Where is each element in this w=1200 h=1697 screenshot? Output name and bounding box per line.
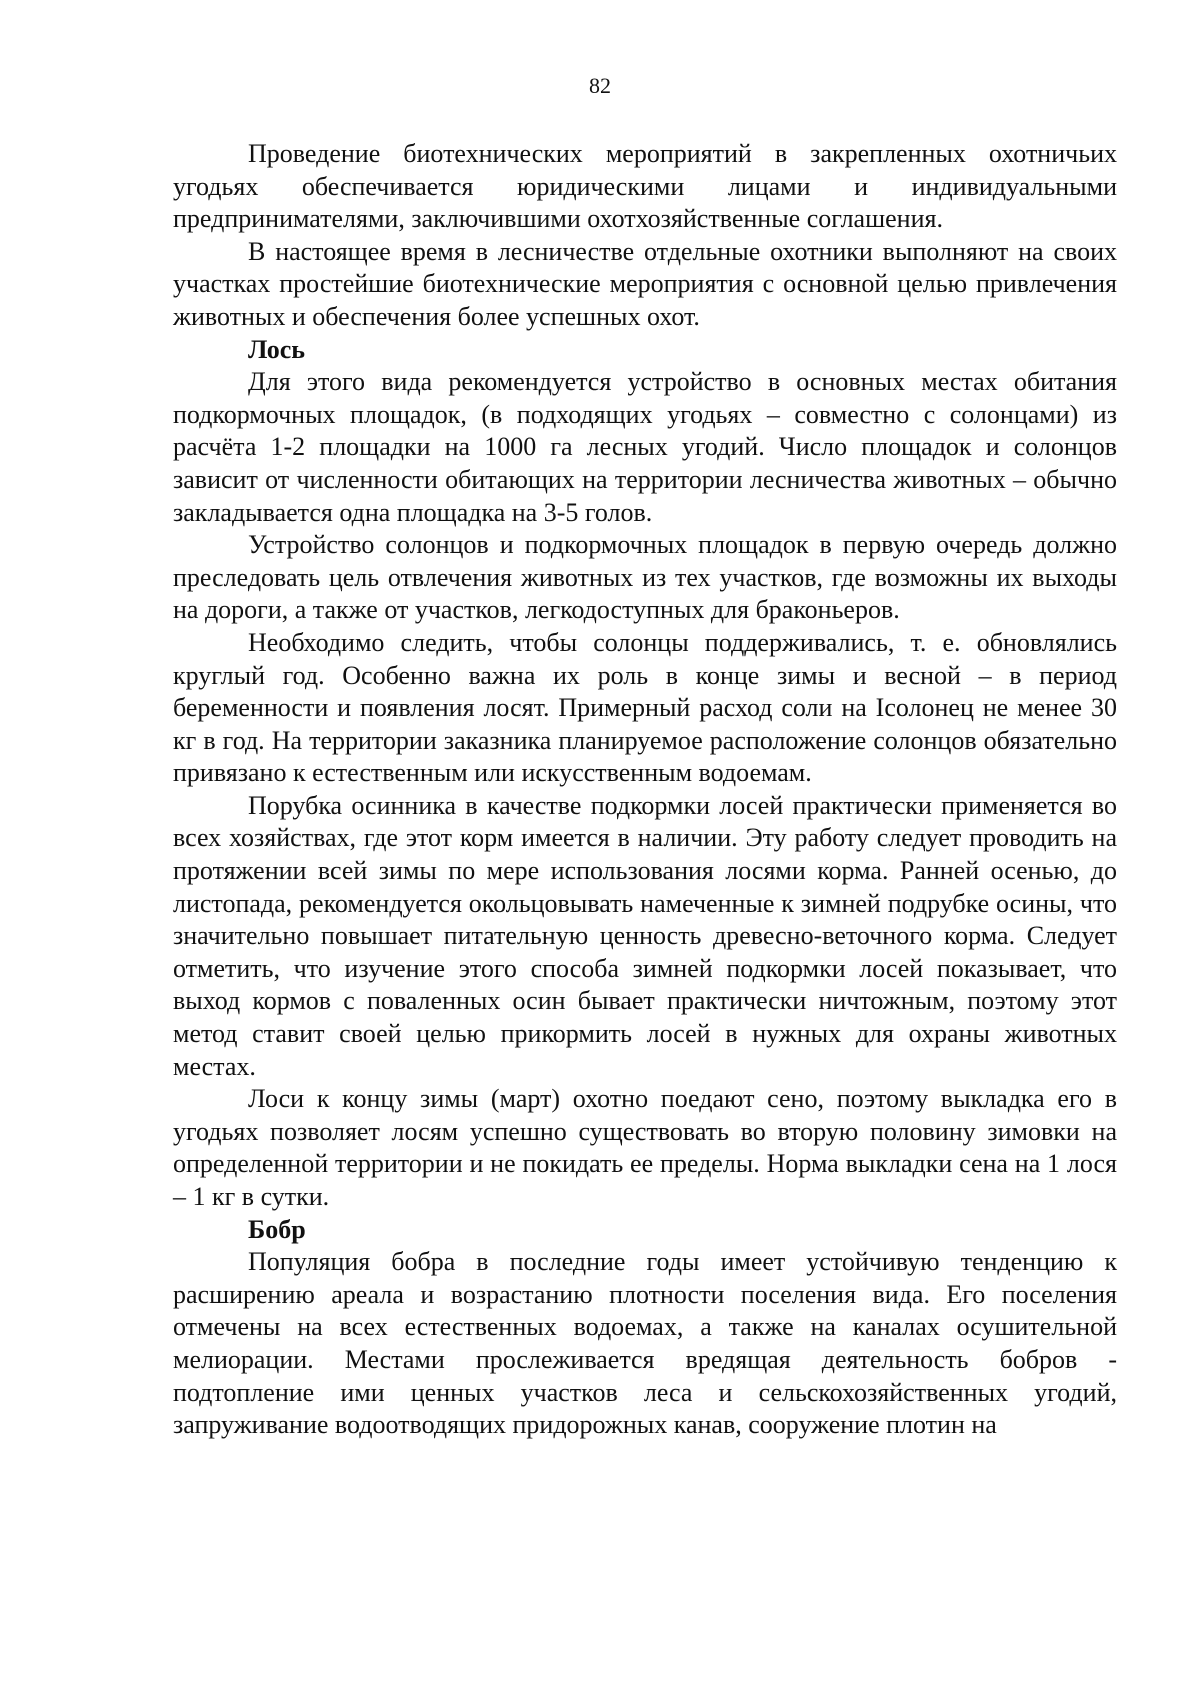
- section-heading-beaver: Бобр: [248, 1214, 306, 1244]
- paragraph-hay-feeding: Лоси к концу зимы (март) охотно поедают сено, поэтому выкладка его в угодьях позволяет лосям успешно существовать во вторую половину зимовки на определенной территории и не покидать ее пределы. Норма выкладки сена на 1 лося – 1 кг в сутки.: [173, 1084, 1117, 1211]
- paragraph-biotech-intro: Проведение биотехнических мероприятий в закрепленных охотничьих угодьях обеспечивается юридическими лицами и индивидуальными предпринимателями, заключившими охотхозяйственные соглашения.: [173, 139, 1117, 234]
- paragraph-salt-licks-purpose: Устройство солонцов и подкормочных площадок в первую очередь должно преследовать цель отвлечения животных из тех участков, где возможны их выходы на дороги, а также от участков, легкодоступных для браконьеров.: [173, 530, 1117, 625]
- paragraph-aspen-cutting: Порубка осинника в качестве подкормки лосей практически применяется во всех хозяйствах, где этот корм имеется в наличии. Эту работу следует проводить на протяжении всей зимы по мере использования лосями корма. Ранней осенью, до листопада, рекомендуется окольцовывать намеченные к зимней подрубке осины, что значительно повышает питательную ценность древесно-веточного корма. Следует отметить, что изучение этого способа зимней подкормки лосей показывает, что выход кормов с поваленных осин бывает практически ничтожным, поэтому этот метод ставит своей целью прикормить лосей в нужных для охраны животных местах.: [173, 790, 1117, 1081]
- paragraph-hunters-current: В настоящее время в лесничестве отдельные охотники выполняют на своих участках простейшие биотехнические мероприятия с основной целью привлечения животных и обеспечения более успешных охот.: [173, 236, 1117, 331]
- paragraph-beaver-population: Популяция бобра в последние годы имеет устойчивую тенденцию к расширению ареала и возрастанию плотности поселения вида. Его поселения отмечены на всех естественных водоемах, а также на каналах осушительной мелиорации. Местами прослеживается вредящая деятельность бобров - подтопление ими ценных участков леса и сельскохозяйственных угодий, запруживание водоотводящих придорожных канав, сооружение плотин на: [173, 1247, 1117, 1440]
- paragraph-salt-licks-maintenance: Необходимо следить, чтобы солонцы поддерживались, т. е. обновлялись круглый год. Особенно важна их роль в конце зимы и весной – в период беременности и появления лосят. Примерный расход соли на Iсолонец не менее 30 кг в год. На территории заказника планируемое расположение солонцов обязательно привязано к естественным или искусственным водоемам.: [173, 627, 1117, 788]
- paragraph-moose-feeding-sites: Для этого вида рекомендуется устройство в основных местах обитания подкормочных площадок, (в подходящих угодьях – совместно с солонцами) из расчёта 1-2 площадки на 1000 га лесных угодий. Число площадок и солонцов зависит от численности обитающих на территории лесничества животных – обычно закладывается одна площадка на 3-5 голов.: [173, 367, 1117, 527]
- section-heading-moose: Лось: [248, 334, 306, 364]
- page-body: [173, 138, 1117, 1442]
- page-number: 82: [589, 73, 611, 98]
